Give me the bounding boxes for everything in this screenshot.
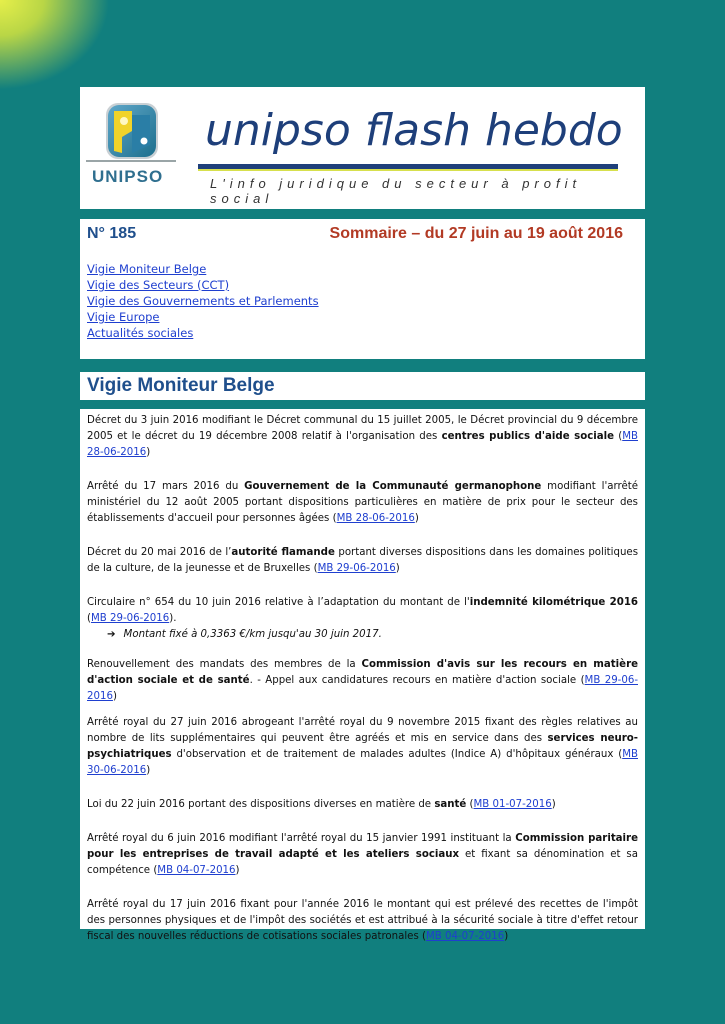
moniteur-reference-link[interactable]: MB 29-06-2016 (87, 675, 638, 702)
newsletter-tagline: L'info juridique du secteur à profit social (210, 176, 582, 206)
moniteur-reference-link[interactable]: MB 29-06-2016 (90, 613, 170, 624)
moniteur-reference-link[interactable]: MB 28-06-2016 (336, 513, 415, 524)
entry-text: ). (169, 613, 177, 624)
issue-number: N° 185 (87, 225, 137, 242)
corner-decoration (0, 0, 110, 90)
entry-text: ( (466, 799, 474, 810)
summary-title: Sommaire – du 27 juin au 19 août 2016 (329, 225, 623, 242)
entry-text: . - Appel aux candidatures recours en matière d'action sociale ( (249, 675, 585, 686)
moniteur-reference-link[interactable]: MB 01-07-2016 (473, 799, 552, 810)
entry (87, 897, 638, 945)
entry-keyword: indemnité kilométrique 2016 (469, 597, 638, 608)
summary-link-actualites[interactable]: Actualités sociales (87, 326, 194, 340)
entry-keyword: autorité flamande (231, 547, 335, 558)
section-title: Vigie Moniteur Belge (87, 375, 275, 396)
arrow-right-icon: ➔ (107, 629, 116, 640)
moniteur-reference-link[interactable]: MB 04-07-2016 (425, 931, 505, 942)
entry-text: Arrêté du 17 mars 2016 du (87, 481, 245, 492)
summary-link-gouvernements[interactable]: Vigie des Gouvernements et Parlements (87, 294, 319, 308)
entry-text: Décret du 20 mai 2016 de l’ (87, 547, 232, 558)
summary-link-europe[interactable]: Vigie Europe (87, 310, 160, 324)
entry (87, 797, 638, 813)
entry-text: ( (87, 613, 91, 624)
section-heading-box (80, 372, 645, 400)
entry-keyword: services neuro-psychiatriques (87, 733, 638, 760)
entry (87, 595, 638, 627)
entry-text: Arrêté royal du 17 juin 2016 fixant pour l'année 2016 le montant qui est prélevé des recettes de l'impôt des personnes physiques et de l'impôt des sociétés et est attribué à la sécurité sociale à titre d'effet retour fiscal des nouvelles réductions de cotisations sociales patronales ( (87, 899, 638, 942)
entry-text: d'observation et de traitement de malades adultes (Indice A) d'hôpitaux généraux ( (171, 749, 623, 760)
entry-keyword: Gouvernement de la Communauté germanophone (244, 481, 542, 492)
entry (87, 413, 638, 461)
logo-divider (86, 160, 176, 162)
moniteur-reference-link[interactable]: MB 28-06-2016 (87, 431, 638, 458)
entry-keyword: Commission paritaire pour les entreprises de travail adapté et les ateliers sociaux (87, 833, 638, 860)
entry-text: ) (235, 865, 240, 876)
entry-text: Loi du 22 juin 2016 portant des dispositions diverses en matière de (87, 799, 435, 810)
entry-text: et fixant sa dénomination et sa compétence ( (87, 849, 638, 876)
entry-keyword: santé (434, 799, 467, 810)
entry-text: Circulaire n° 654 du 10 juin 2016 relative à l’adaptation du montant de l' (87, 597, 470, 608)
entry-keyword: centres publics d'aide sociale (441, 431, 615, 442)
moniteur-reference-link[interactable]: MB 04-07-2016 (157, 865, 236, 876)
moniteur-reference-link[interactable]: MB 29-06-2016 (317, 563, 396, 574)
entry-text: portant diverses dispositions dans les domaines politiques de la culture, de la jeunesse et de Bruxelles ( (87, 547, 639, 574)
entry (87, 479, 638, 527)
summary-link-list (87, 261, 319, 341)
summary-link-secteurs[interactable]: Vigie des Secteurs (CCT) (87, 278, 230, 292)
newsletter-title: unipso flash hebdo (205, 105, 623, 156)
moniteur-reference-link[interactable]: MB 30-06-2016 (87, 749, 638, 776)
entry-text: ) (146, 447, 151, 458)
entry (87, 545, 638, 577)
title-underline-accent (198, 169, 618, 171)
content-box (80, 409, 645, 942)
entry-text: ) (504, 931, 509, 942)
entry (87, 831, 638, 879)
entry-text: ( (614, 431, 623, 442)
entry-note (87, 627, 638, 643)
entry-list (87, 413, 638, 945)
logo-emblem-icon (88, 95, 180, 169)
entry-text: ) (146, 765, 151, 776)
summary-box (80, 219, 645, 359)
logo-wordmark: UNIPSO (92, 167, 164, 186)
entry-text: ) (112, 691, 117, 702)
entry-text: Arrêté royal du 27 juin 2016 abrogeant l'arrêté royal du 9 novembre 2015 fixant des règles relatives au nombre de lits supplémentaires qui peuvent être agréés et mis en service dans des (87, 717, 638, 744)
entry-keyword: Commission d'avis sur les recours en matière d'action sociale et de santé (87, 659, 638, 686)
entry-text: ) (395, 563, 400, 574)
entry (87, 657, 638, 705)
entry (87, 715, 638, 779)
summary-link-moniteur[interactable]: Vigie Moniteur Belge (87, 262, 207, 276)
entry-text: Décret du 3 juin 2016 modifiant le Décret communal du 15 juillet 2005, le Décret provincial du 9 décembre 2005 et le décret du 19 décembre 2008 relatif à l'organisation des (87, 415, 638, 442)
header-banner (80, 87, 645, 209)
entry-note-text: Montant fixé à 0,3363 €/km jusqu'au 30 juin 2017. (123, 629, 382, 640)
entry-text: Arrêté royal du 6 juin 2016 modifiant l'arrêté royal du 15 janvier 1991 instituant la (87, 833, 516, 844)
entry-text: ) (414, 513, 419, 524)
entry-text: Renouvellement des mandats des membres de la (87, 659, 362, 670)
entry-text: modifiant l'arrêté ministériel du 12 août 2005 portant dispositions particulières en matière de prix pour le secteur des établissements d'accueil pour personnes âgées ( (87, 481, 639, 524)
entry-text: ) (551, 799, 556, 810)
